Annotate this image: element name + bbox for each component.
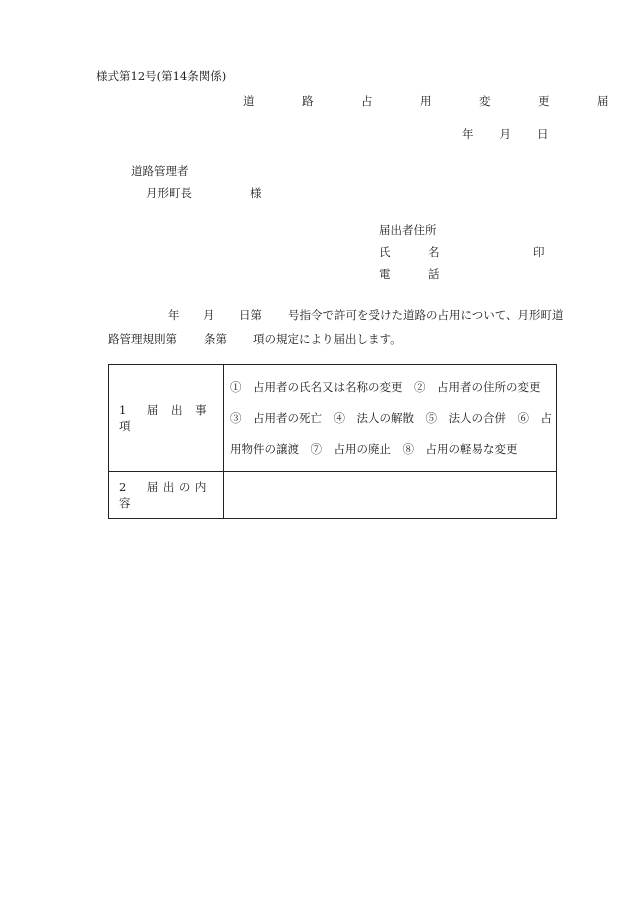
document-title: 道 路 占 用 変 更 届 bbox=[243, 94, 627, 108]
notification-content-field[interactable] bbox=[224, 472, 557, 519]
applicant-name-label-1: 氏 bbox=[379, 245, 391, 259]
date-year: 年 bbox=[462, 127, 474, 141]
body-year: 年 bbox=[168, 308, 180, 322]
notification-items-line: ① 占用者の氏名又は名称の変更 ② 占用者の住所の変更 bbox=[230, 379, 541, 394]
table-row bbox=[109, 365, 557, 472]
body-rule-article: 路管理規則第 bbox=[108, 332, 177, 346]
applicant-phone-label-2: 話 bbox=[428, 267, 440, 281]
notification-items-label: 1 届 出 事 項 bbox=[119, 403, 212, 433]
form-number: 様式第12号(第14条関係) bbox=[96, 69, 227, 83]
applicant-phone-row bbox=[379, 267, 440, 281]
row-label-notification-content bbox=[109, 472, 224, 519]
body-provision: 項の規定により届出します。 bbox=[253, 332, 402, 346]
body-day: 日第 bbox=[239, 308, 262, 322]
notification-table bbox=[108, 364, 557, 519]
notification-content-label: 2 届出の内容 bbox=[119, 480, 211, 510]
applicant-address-label: 届出者住所 bbox=[379, 223, 437, 237]
date-month: 月 bbox=[499, 127, 511, 141]
seal-mark: 印 bbox=[533, 245, 545, 259]
addressee-honorific: 様 bbox=[250, 186, 262, 200]
table-row bbox=[109, 472, 557, 519]
applicant-name-label-2: 名 bbox=[428, 245, 440, 259]
body-sentence: 号指令で許可を受けた道路の占用について、月形町道 bbox=[288, 308, 564, 322]
notification-items-cell bbox=[224, 365, 557, 472]
body-clause: 条第 bbox=[204, 332, 227, 346]
body-month: 月 bbox=[203, 308, 215, 322]
addressee-role: 道路管理者 bbox=[131, 164, 189, 178]
notification-items-line: ③ 占用者の死亡 ④ 法人の解散 ⑤ 法人の合併 ⑥ 占 bbox=[230, 410, 552, 425]
applicant-name-row bbox=[379, 245, 545, 259]
applicant-phone-label-1: 電 bbox=[379, 267, 391, 281]
date-line bbox=[462, 129, 549, 141]
addressee-title: 月形町長 bbox=[146, 186, 192, 200]
row-label-notification-items bbox=[109, 365, 224, 472]
notification-items-line: 用物件の譲渡 ⑦ 占用の廃止 ⑧ 占用の軽易な変更 bbox=[230, 441, 518, 456]
addressee-name bbox=[146, 186, 262, 200]
applicant-address-row bbox=[379, 225, 437, 237]
date-day: 日 bbox=[537, 127, 549, 141]
